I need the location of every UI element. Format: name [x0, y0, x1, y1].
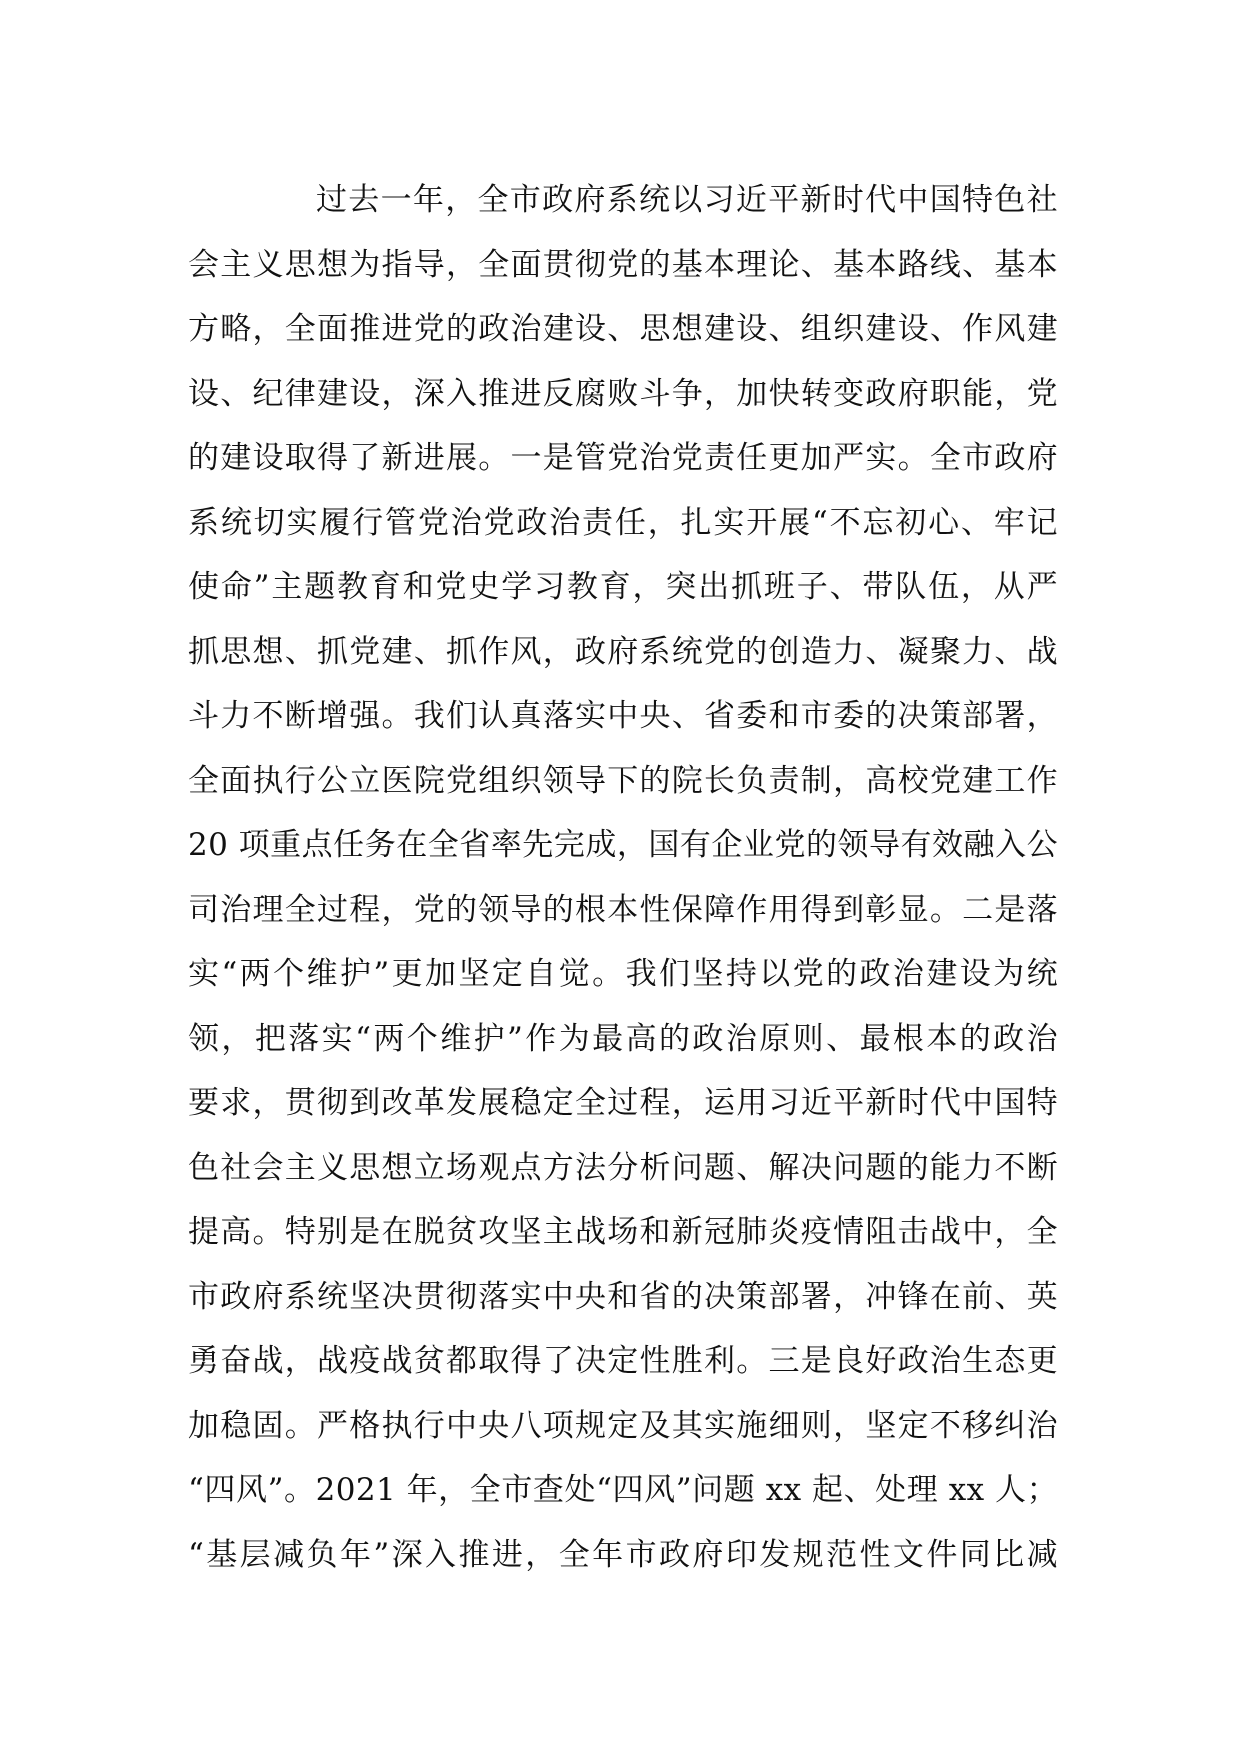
- paragraph-line: 抓思想、抓党建、抓作风，政府系统党的创造力、凝聚力、战: [188, 633, 1058, 670]
- paragraph-line: 要求，贯彻到改革发展稳定全过程，运用习近平新时代中国特: [188, 1085, 1058, 1121]
- paragraph-line: 色社会主义思想立场观点方法分析问题、解决问题的能力不断: [188, 1149, 1058, 1186]
- paragraph-line: 使命”主题教育和党史学习教育，突出抓班子、带队伍，从严: [188, 569, 1058, 605]
- paragraph-line: 过去一年，全市政府系统以习近平新时代中国特色社: [316, 182, 1058, 218]
- paragraph-line: 提高。特别是在脱贫攻坚主战场和新冠肺炎疫情阻击战中，全: [188, 1214, 1058, 1250]
- paragraph-line: 设、纪律建设，深入推进反腐败斗争，加快转变政府职能，党: [188, 375, 1058, 412]
- paragraph-line: “基层减负年”深入推进，全年市政府印发规范性文件同比减: [188, 1536, 1058, 1573]
- paragraph-line: 司治理全过程，党的领导的根本性保障作用得到彰显。二是落: [188, 891, 1058, 928]
- paragraph-line: 20 项重点任务在全省率先完成，国有企业党的领导有效融入公: [188, 827, 1058, 863]
- paragraph-line: 全面执行公立医院党组织领导下的院长负责制，高校党建工作: [188, 762, 1058, 799]
- paragraph-line: 系统切实履行管党治党政治责任，扎实开展“不忘初心、牢记: [188, 504, 1058, 541]
- paragraph-line: 会主义思想为指导，全面贯彻党的基本理论、基本路线、基本: [188, 246, 1058, 283]
- paragraph-line: 勇奋战，战疫战贫都取得了决定性胜利。三是良好政治生态更: [188, 1343, 1058, 1379]
- paragraph-line: 斗力不断增强。我们认真落实中央、省委和市委的决策部署，: [188, 698, 1058, 734]
- paragraph-line: 领，把落实“两个维护”作为最高的政治原则、最根本的政治: [188, 1020, 1058, 1057]
- paragraph-line: 实“两个维护”更加坚定自觉。我们坚持以党的政治建设为统: [188, 956, 1058, 992]
- body-paragraph: [188, 168, 1058, 1587]
- paragraph-line: 方略，全面推进党的政治建设、思想建设、组织建设、作风建: [188, 311, 1058, 347]
- paragraph-line: 的建设取得了新进展。一是管党治党责任更加严实。全市政府: [188, 440, 1058, 476]
- paragraph-line: 加稳固。严格执行中央八项规定及其实施细则，坚定不移纠治: [188, 1407, 1058, 1444]
- paragraph-line: “四风”。2021 年，全市查处“四风”问题 xx 起、处理 xx 人；: [188, 1472, 1058, 1508]
- paragraph-line: 市政府系统坚决贯彻落实中央和省的决策部署，冲锋在前、英: [188, 1278, 1058, 1315]
